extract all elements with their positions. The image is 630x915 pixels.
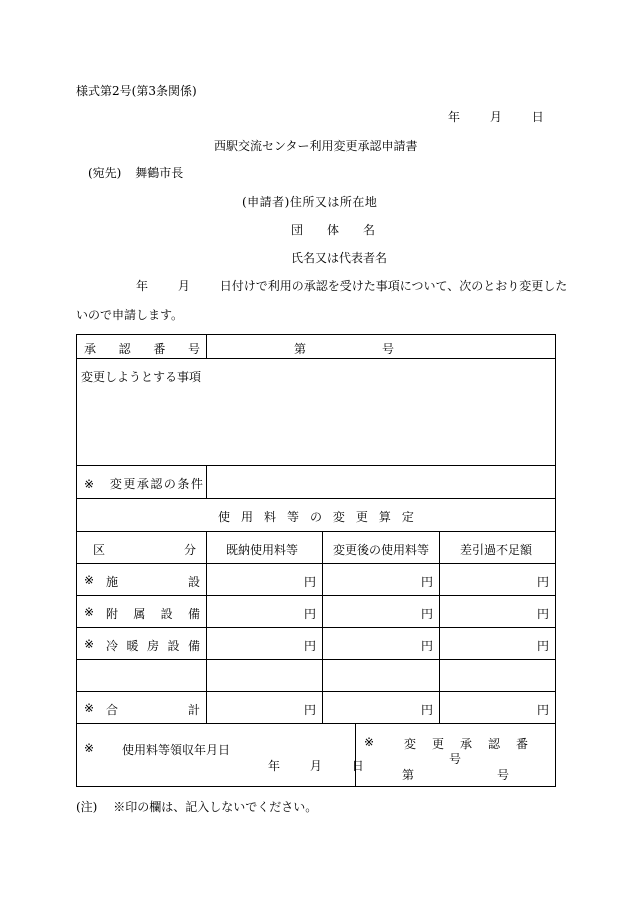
fee-calc-char: 更 (355, 510, 368, 524)
fee-calc-char: 算 (378, 510, 391, 524)
row-label-char: 属 (133, 607, 146, 621)
row-label-char: 附 (106, 607, 119, 621)
receipt-year: 年 (268, 759, 281, 773)
row-value-after: 円 (420, 607, 433, 621)
date-line (448, 108, 544, 125)
row-value-diff: 円 (536, 639, 549, 653)
approval-number-char: 認 (118, 342, 131, 356)
row-label-char: 備 (187, 639, 200, 653)
col-fee-after-change: 変更後の使用料等 (333, 543, 430, 557)
row-mark: ※ (84, 701, 95, 715)
row-label-char: 冷 (106, 639, 119, 653)
row-value-diff: 円 (536, 575, 549, 589)
row-value-after: 円 (420, 639, 433, 653)
row-label-total (106, 701, 200, 718)
body-text-line2: いので申請します。 (76, 308, 184, 322)
form-number: 様式第2号(第3条関係) (76, 84, 197, 98)
body-month: 月 (177, 279, 190, 293)
fee-calc-char: 等 (286, 510, 299, 524)
row-label-char: 設 (187, 575, 200, 589)
approval-number-char: 承 (84, 342, 97, 356)
change-approval-number-label (404, 735, 528, 752)
condition-field[interactable] (210, 470, 550, 494)
row-value-paid: 円 (303, 607, 316, 621)
receipt-month: 月 (309, 759, 322, 773)
row-value-paid: 円 (303, 703, 316, 717)
row-value-paid: 円 (303, 639, 316, 653)
row-value-paid: 円 (303, 575, 316, 589)
fee-calc-char: 使 (218, 510, 231, 524)
row-label-char: 計 (187, 703, 200, 717)
row-value-diff: 円 (536, 703, 549, 717)
row-label-attached-equipment (106, 605, 200, 622)
body-text-line1 (136, 277, 567, 294)
applicant-address-label: (申請者)住所又は所在地 (242, 195, 378, 209)
receipt-date-label: 使用料等領収年月日 (122, 743, 231, 757)
col-bun: 分 (184, 543, 197, 557)
condition-mark: ※ (84, 477, 95, 491)
footnote (76, 798, 317, 815)
receipt-date (268, 757, 364, 774)
row-value-after: 円 (420, 703, 433, 717)
condition-label-cell (84, 475, 204, 492)
col-difference: 差引過不足額 (460, 543, 533, 557)
group-name-label: 団 体 名 (291, 223, 376, 237)
body-rest: 日付けで利用の承認を受けた事項について、次のとおり変更した (219, 279, 568, 293)
change-no-mark: ※ (364, 735, 375, 749)
blank-row[interactable] (80, 663, 550, 687)
change-no-char: 承 (459, 737, 472, 751)
row-label-char: 合 (106, 703, 119, 717)
change-no-char: 更 (431, 737, 444, 751)
approval-number-char: 号 (187, 342, 200, 356)
footnote-label: (注) (76, 800, 98, 814)
fee-calc-char: 変 (332, 510, 345, 524)
row-label-char: 備 (187, 607, 200, 621)
change-no-go: 号 (449, 752, 462, 766)
change-no-char: 認 (487, 737, 500, 751)
receipt-mark: ※ (84, 741, 95, 755)
fee-calc-char: 用 (240, 510, 253, 524)
row-label-char: 設 (167, 639, 180, 653)
fee-calc-char: の (309, 510, 322, 524)
row-value-after: 円 (420, 575, 433, 589)
row-value-diff: 円 (536, 607, 549, 621)
change-no-char: 番 (515, 737, 528, 751)
addressee (88, 164, 183, 181)
col-kubun: 区 (93, 543, 106, 557)
change-no-go2: 号 (497, 768, 510, 782)
representative-label: 氏名又は代表者名 (291, 251, 388, 265)
date-day: 日 (531, 110, 544, 124)
approval-number-dai: 第 (294, 342, 307, 356)
fee-calc-title (218, 508, 414, 525)
row-label-char: 施 (106, 575, 119, 589)
row-label-char: 暖 (126, 639, 139, 653)
col-paid-fee: 既納使用料等 (226, 543, 299, 557)
row-mark: ※ (84, 573, 95, 587)
date-year: 年 (448, 110, 461, 124)
addressee-label: (宛先) (88, 166, 122, 180)
body-year: 年 (136, 279, 149, 293)
row-mark: ※ (84, 605, 95, 619)
approval-number-label (84, 340, 200, 357)
footnote-text: ※印の欄は、記入しないでください。 (113, 800, 318, 814)
approval-number-char: 番 (153, 342, 166, 356)
addressee-name: 舞鶴市長 (135, 166, 184, 180)
approval-number-go: 号 (382, 342, 395, 356)
row-label-char: 設 (160, 607, 173, 621)
document-title: 西駅交流センター利用変更承認申請書 (214, 139, 418, 153)
receipt-day: 日 (351, 759, 364, 773)
row-mark: ※ (84, 637, 95, 651)
fee-calc-char: 料 (263, 510, 276, 524)
row-label-hvac-equipment (106, 637, 200, 654)
row-label-char: 房 (146, 639, 159, 653)
change-item-field[interactable] (80, 384, 550, 462)
change-no-char: 変 (404, 737, 417, 751)
date-month: 月 (489, 110, 502, 124)
change-no-dai: 第 (402, 768, 415, 782)
condition-label: 変更承認の条件 (109, 477, 205, 491)
row-label-facility (106, 573, 200, 590)
change-item-label: 変更しようとする事項 (81, 370, 202, 384)
fee-calc-char: 定 (401, 510, 414, 524)
